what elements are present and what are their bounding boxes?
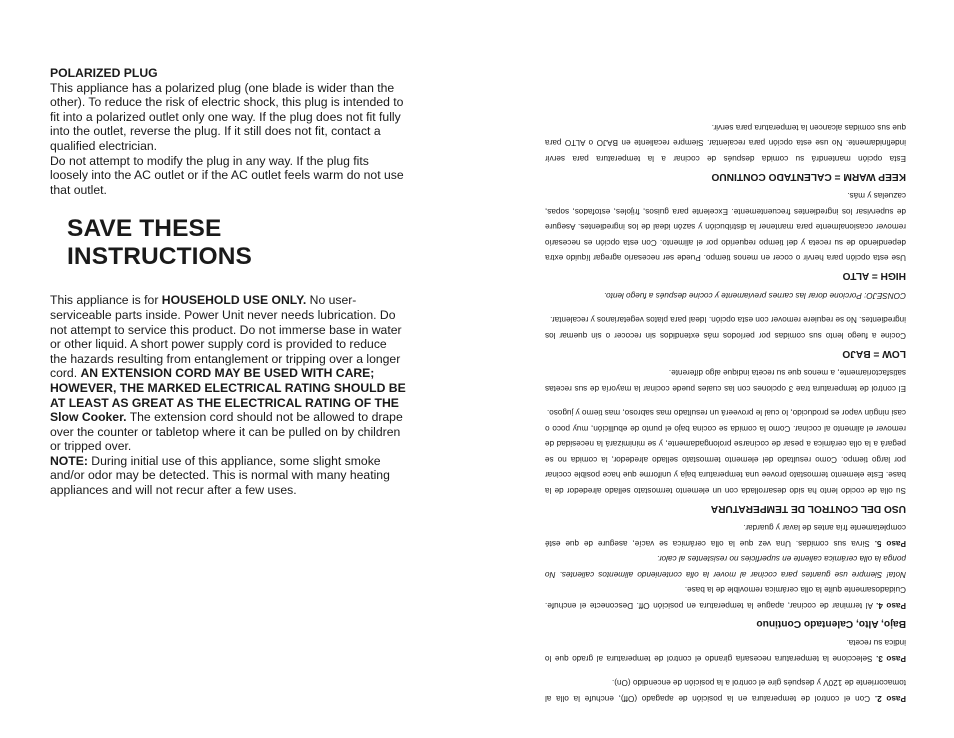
paso-3-label: Paso 3. — [876, 654, 906, 663]
paso-2-label: Paso 2. — [874, 694, 906, 703]
paso-2 — [545, 675, 906, 706]
english-column — [50, 66, 406, 498]
low-heading: LOW = BAJO — [842, 348, 906, 359]
high-heading: HIGH = ALTO — [842, 270, 906, 282]
paso-5-label: Paso 5. — [874, 539, 906, 548]
uso-paragraph-2: El control de temperatura trae 3 opciones con las cuales puede cocinar la mayoría de sus recetas satisfactoriamente, a menos que su receta indique algo diferente. — [545, 368, 906, 393]
high-paragraph: Use esta opción para hervir o cocer en menos tiempo. Puede ser necesario agregar líquido extra dependiendo de su receta y del tiempo requerido por el alimento. Con esta opción es necesario remover ocasionalmente para mantener la distribución y sazón ideal de los ingredientes. Asegure de supervisar los ingredientes frecuentemente. Excelente para guisos, frijoles, estofados, sopas, cazuelas y más. — [545, 191, 906, 263]
polarized-plug-heading: POLARIZED PLUG — [50, 66, 158, 80]
polarized-plug-paragraph: This appliance has a polarized plug (one blade is wider than the other). To reduce the risk of electric shock, this plug is intended to fit into a polarized outlet only one way. If the plug does not fit fully into the outlet, reverse the plug. If it still does not fit, contact a qualified electrician. — [50, 80, 404, 153]
household-use-only: HOUSEHOLD USE ONLY. — [161, 293, 307, 308]
household-text-a: This appliance is for — [50, 293, 162, 308]
keep-warm-heading: KEEP WARM = CALENTADO CONTINUO — [711, 171, 906, 182]
consejo-text: CONSEJO: Porcione dorar las carnes previamente y cocine después a fuego lento. — [603, 291, 906, 300]
nota-text: Nota! Siempre use guantes para cocinar al mover la olla conteniendo alimentos calientes. No ponga la olla cerámica caliente en superficies no resistentes al calor. — [545, 554, 906, 579]
save-instructions-title: SAVE THESE INSTRUCTIONS — [67, 215, 252, 271]
paso-3 — [545, 635, 906, 666]
uso-paragraph-1: Su olla de cocido lento ha sido desarrollada con un elemento termostato sellado alrededor de la base. Este elemento termostato provee una temperatura baja y uniforme que hace posible cocinar por largo tiempo. Como resultado del elemento termostato sellado alrededor, la comida no se pegará a la olla cerámica a pesar de cocinarse prolongadamente, y se minimizará la necesidad de remover el alimento al cocinar. Como la comida se cocina bajo el punto de ebullición, muy poco o casi ningún vapor es producido, lo cual le proveerá un resultado mas sabroso, mas tierno y jugoso. — [545, 408, 906, 495]
spanish-column-upside-down — [545, 30, 906, 706]
keep-warm-paragraph: Esta opción mantendrá su comida después de cocinar a la temperatura para servir indefinidamente. No use esta opción para recalentar. Siempre recaliente en BAJO o ALTO para que sus comidas alcancen la temperatura para servir. — [545, 123, 906, 163]
paso-2-text: Con el control de temperatura en la posición de apagado (Off), enchufe la olla al tomacorriente de 120V y después gire el control a la posición de encendido (On). — [545, 678, 906, 703]
paso-5 — [545, 520, 906, 551]
low-paragraph: Cocine a fuego lento sus comidas por períodos más extendidos sin recocer o sin quemar los ingredientes. No se requiere remover con esta opción. Ideal para platos vegetarianos y recalentar. — [545, 315, 906, 340]
uso-control-heading: USO DEL CONTROL DE TEMPERATURA — [710, 503, 906, 514]
bajo-alto-heading: Bajo, Alto, Calentado Continuo — [756, 618, 906, 629]
spanish-column — [545, 30, 906, 706]
paso-4-text: Al terminar de cocinar, apague la temperatura en posición Off. Desconecte el enchufe. Cuidadosamente quite la olla cerámica removible de la base. — [545, 585, 906, 610]
paso-3-text: Seleccione la temperatura necesaria girando el control de temperatura al grado que lo indica su receta. — [545, 638, 906, 663]
extension-cord-warning: AN EXTENSION CORD MAY BE USED WITH CARE; HOWEVER, THE MARKED ELECTRICAL RATING SHOULD BE AT LEAST AS GREAT AS THE ELECTRICAL RATING OF THE Slow Cooker. — [50, 366, 406, 425]
plug-modify-paragraph: Do not attempt to modify the plug in any way. If the plug fits loosely into the AC outlet or if the AC outlet feels warm do not use that outlet. — [50, 153, 404, 197]
note-label: NOTE: — [50, 453, 88, 468]
paso-5-text: Sirva sus comidas. Una vez que la olla cerámica se vacíe, asegure de que esté completamente fría antes de lavar y guardar. — [545, 523, 906, 548]
note-text: During initial use of this appliance, some slight smoke and/or odor may be detected. This is normal with many heating appliances and will not recur after a few uses. — [50, 453, 390, 498]
note-paragraph — [50, 454, 406, 498]
paso-4-label: Paso 4. — [876, 601, 906, 610]
paso-4 — [545, 582, 906, 613]
household-text-c: No user-serviceable parts inside. Power Unit never needs lubrication. Do not attempt to service this product. Do not immerse base in water or other liquid. A short power supply cord is provided to reduce the hazards resulting from entanglement or tripping over a longer cord. — [50, 293, 402, 381]
household-text-e: The extension cord should not be allowed to drape over the counter or tabletop where it can be pulled on by children or tripped over. — [50, 410, 403, 454]
household-use-paragraph — [50, 293, 406, 454]
